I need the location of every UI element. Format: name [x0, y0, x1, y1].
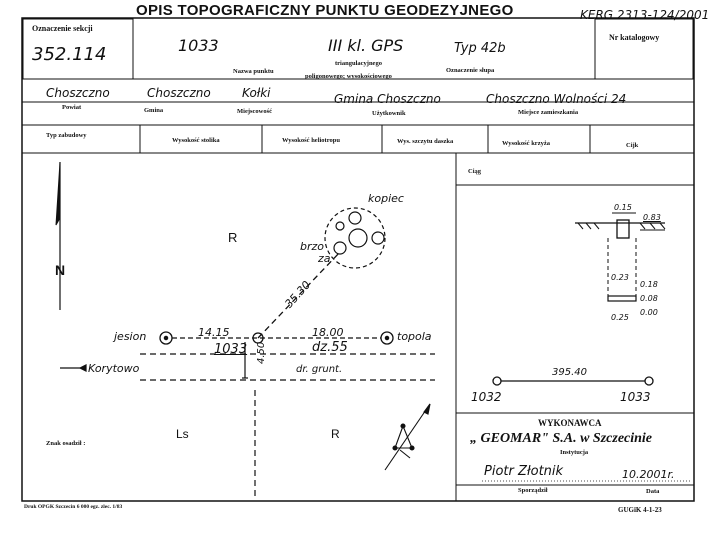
traverse-from: 1032 [471, 390, 502, 404]
profile-d6: 0.25 [611, 313, 629, 322]
profile-label: Ciąg [468, 168, 481, 175]
distance-brzoza: 35.30 [282, 278, 314, 311]
post-label: Oznaczenie słupa [446, 67, 495, 74]
distance-topola: 18.00 [312, 326, 344, 339]
commune-label: Gmina [144, 107, 164, 114]
person-label: Sporządził [518, 487, 548, 494]
document-title: OPIS TOPOGRAFICZNY PUNKTU GEODEZYJNEGO [136, 2, 514, 19]
triangle-mark [393, 424, 414, 450]
traverse-distance: 395.40 [552, 367, 587, 378]
traverse-to: 1033 [620, 390, 651, 404]
profile-d5: 0.08 [640, 294, 658, 303]
north-label: N [55, 262, 66, 278]
col-typ-zabudowy: Typ zabudowy [46, 132, 87, 139]
col-wysokosc-stolika: Wysokość stolika [172, 137, 220, 144]
profile-d1: 0.15 [614, 203, 632, 212]
section-value: 352.114 [32, 44, 107, 65]
reference-number: KERG 2313-124/2001 [580, 8, 710, 22]
parcel-label: dz.55 [312, 340, 348, 355]
land-mark-label: Znak osadził : [46, 440, 86, 447]
address-value: Choszczno Wolności 24 [486, 92, 627, 106]
topola-label: topola [397, 330, 432, 343]
land-r-bottom: R [331, 427, 340, 441]
road-name: Korytowo [88, 362, 140, 375]
point-1033-label: 1033 [214, 342, 248, 357]
contractor-name: „ GEOMAR" S.A. w Szczecinie [470, 431, 653, 446]
land-ls: Ls [176, 427, 189, 441]
name-label: Nazwa punktu [233, 68, 274, 75]
col-ciag: Cijk [626, 142, 639, 149]
profile-d2: 0.83 [643, 213, 661, 222]
network-label-bottom: poligonowego; wysokościowego [305, 73, 392, 80]
catalog-label: Nr katalogowy [609, 33, 660, 42]
county-label: Powiat [62, 104, 82, 111]
kopiec-label: kopiec [368, 192, 404, 205]
contractor-label: WYKONAWCA [538, 418, 602, 428]
commune-value: Choszczno [147, 86, 211, 100]
profile-d3: 0.23 [611, 273, 629, 282]
north-arrow [56, 162, 60, 310]
footer-left: Druk OPGK Szczecin 6 000 egz. zlec. 1/83 [24, 504, 123, 510]
user-label: Użytkownik [372, 110, 406, 117]
network-label-top: triangulacyjnego [335, 60, 382, 67]
contractor-date: 10.2001r. [622, 468, 675, 481]
date-label: Data [646, 488, 660, 495]
post-type: Typ 42b [454, 41, 506, 56]
footer-right: GUGiK 4-1-23 [618, 506, 662, 514]
kopiec-symbol [325, 208, 385, 268]
brzoza-label-a: brzo [300, 240, 325, 253]
land-r-top: R [228, 230, 238, 245]
distance-jesion: 14.15 [198, 326, 230, 339]
distance-road: 4.50 [256, 341, 267, 364]
county-value: Choszczno [46, 86, 110, 100]
jesion-label: jesion [114, 330, 147, 343]
locality-label: Miejscowość [237, 108, 273, 115]
col-wysokosc-heliotropu: Wysokość heliotropu [282, 137, 340, 144]
col-wysokosc-krzyza: Wysokość krzyża [502, 140, 550, 147]
section-label: Oznaczenie sekcji [32, 24, 93, 33]
institution-label: Instytucja [560, 449, 589, 456]
profile-d4: 0.18 [640, 280, 658, 289]
road-type: dr. grunt. [296, 364, 343, 375]
point-class: III kl. GPS [328, 36, 404, 55]
profile-d7: 0.00 [640, 308, 658, 317]
brzoza-label-b: za [318, 252, 331, 265]
user-value: Gmina Choszczno [334, 92, 441, 106]
col-wys-szczytu-daszka: Wys. szczytu daszka [397, 138, 454, 145]
contractor-person: Piotr Złotnik [484, 464, 564, 479]
address-label: Miejsce zamieszkania [518, 109, 579, 116]
point-number: 1033 [178, 36, 219, 55]
locality-value: Kołki [242, 86, 271, 100]
